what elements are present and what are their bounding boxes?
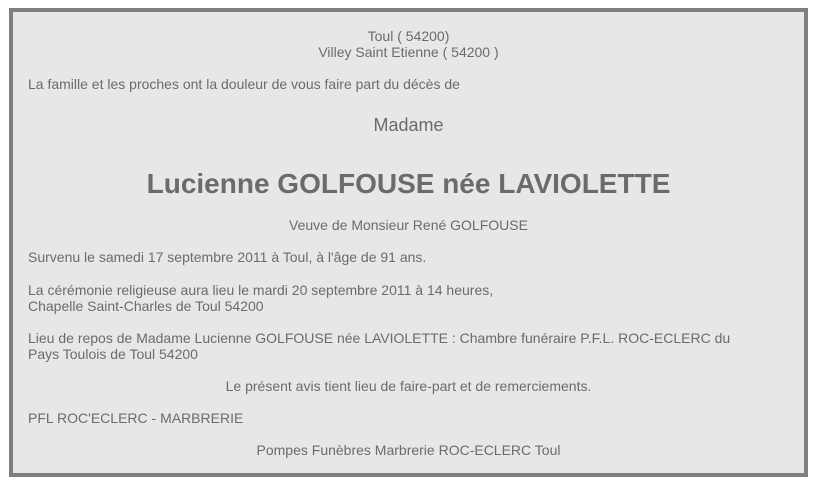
ceremony-line-2: Chapelle Saint-Charles de Toul 54200 [28,298,264,314]
obituary-notice [9,8,808,477]
location-line-1: Toul ( 54200) [367,28,450,44]
location-line-2: Villey Saint Etienne ( 54200 ) [318,44,499,60]
rest-line-2: Pays Toulois de Toul 54200 [28,346,198,362]
intro-text: La famille et les proches ont la douleur de vous faire part du décès de [28,76,460,92]
civility: Madame [373,115,444,135]
company-name: PFL ROC'ECLERC - MARBRERIE [28,410,244,426]
rest-line-1: Lieu de repos de Madame Lucienne GOLFOUSE née LAVIOLETTE : Chambre funéraire P.F.L. ROC-ECLERC du [28,330,731,346]
spouse-text: Veuve de Monsieur René GOLFOUSE [289,217,528,233]
notice-text: Le présent avis tient lieu de faire-part et de remerciements. [225,378,592,394]
death-text: Survenu le samedi 17 septembre 2011 à Toul, à l'âge de 91 ans. [28,249,427,265]
footer-text: Pompes Funèbres Marbrerie ROC-ECLERC Toul [256,442,561,458]
ceremony-line-1: La cérémonie religieuse aura lieu le mardi 20 septembre 2011 à 14 heures, [28,282,494,298]
deceased-name: Lucienne GOLFOUSE née LAVIOLETTE [146,168,671,199]
